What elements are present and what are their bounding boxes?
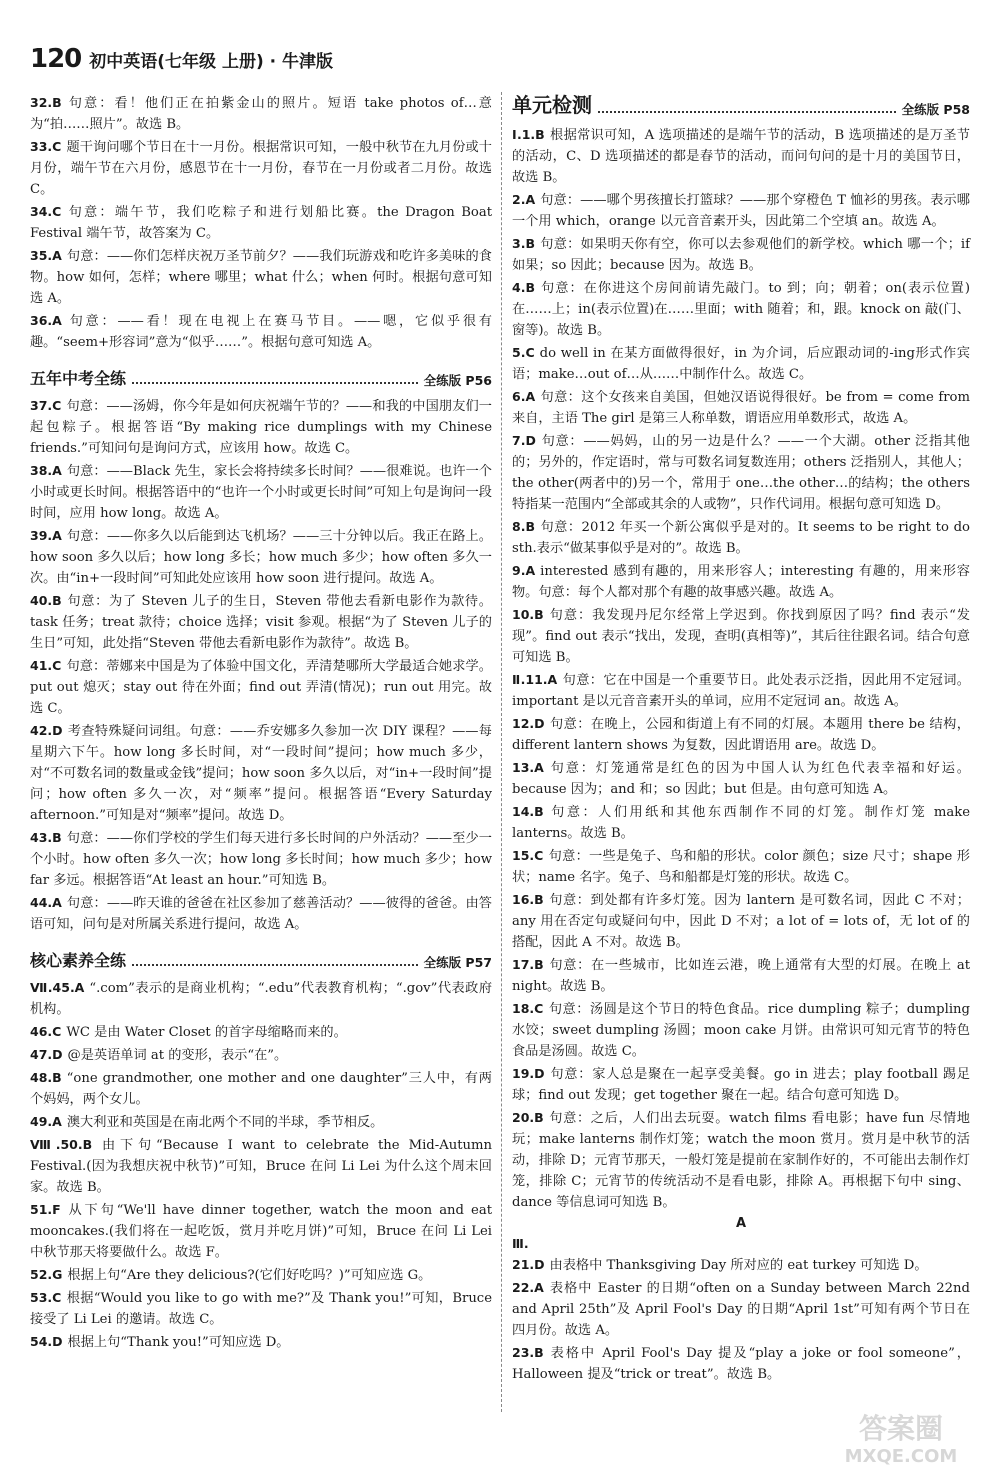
answer-number: 32.B — [30, 95, 62, 110]
answer-explanation: 句意：——你们怎样庆祝万圣节前夕？——我们玩游戏和吃许多美味的食物。how 如何，怎样；where 哪里；what 什么；when 何时。根据句意可知选 A。 — [30, 249, 492, 306]
answer-explanation: 句意：在你进这个房间前请先敲门。to 到；向；朝着；on(表示位置)在……上；in(表示位置)在……里面；with 随着；和，跟。knock on 敲(门、窗等)。故选 B。 — [512, 281, 970, 338]
answer-number: 13.A — [512, 760, 544, 775]
answer-number: 16.B — [512, 892, 544, 907]
answer-item — [30, 1287, 492, 1330]
answer-number: 42.D — [30, 723, 63, 738]
answer-explanation: 句意：——你多久以后能到达飞机场？——三十分钟以后。我正在路上。how soon 多久以后；how long 多长；how much 多少；how often 多久一次。由“in+一段时间”可知此处应该用 how soon 进行提问。故选 A。 — [30, 529, 492, 586]
answer-explanation: 句意：它在中国是一个重要节日。此处表示泛指，因此用不定冠词。important 是以元音音素开头的单词，应用不定冠词 an。故选 A。 — [512, 673, 970, 709]
answer-item — [512, 386, 970, 429]
answer-item — [512, 845, 970, 888]
answer-explanation: 澳大利亚和英国是在南北两个不同的半球，季节相反。 — [66, 1115, 384, 1130]
answer-explanation: 句意：人们用纸和其他东西制作不同的灯笼。制作灯笼 make lanterns。故选 B。 — [512, 805, 970, 841]
answer-list-left-1 — [30, 92, 492, 353]
answer-number: 18.C — [512, 1001, 544, 1016]
answer-number: 2.A — [512, 192, 536, 207]
answer-explanation: 句意：在晚上，公园和街道上有不同的灯展。本题用 there be 结构，different lantern shows 为复数，因此谓语用 are。故选 D。 — [512, 717, 970, 753]
answer-number: 14.B — [512, 804, 544, 819]
answer-number: 5.C — [512, 345, 535, 360]
watermark-text: 答案圈 — [858, 1412, 944, 1445]
answer-item — [512, 889, 970, 953]
answer-explanation: @是英语单词 at 的变形，表示“在”。 — [67, 1048, 288, 1063]
answer-item — [512, 757, 970, 800]
answer-explanation: 句意：——昨天谁的爸爸在社区参加了慈善活动？——彼得的爸爸。由答语可知，问句是对所属关系进行提问，故选 A。 — [30, 896, 492, 932]
answer-item — [512, 1254, 970, 1276]
answer-number: 8.B — [512, 519, 535, 534]
answer-explanation: 考查特殊疑问词组。句意：——乔安娜多久参加一次 DIY 课程？——每星期六下午。how long 多长时间，对“一段时间”提问；how much 多少，对“不可数名词的数量或金钱”提问；how soon 多久以后，对“in+一段时间”提问；how often 多久一次，对“频率”提问。根据答语“Every Saturday afternoon.”可知是对“频率”提问。故选 D。 — [30, 724, 492, 823]
answer-number: 15.C — [512, 848, 544, 863]
answer-list-left-2 — [30, 395, 492, 935]
section-header-zhongkao — [30, 363, 492, 389]
part-numeral: Ⅲ. — [512, 1236, 529, 1251]
answer-list-right-2 — [512, 1254, 970, 1385]
answer-explanation: 句意：看！他们正在拍紫金山的照片。短语 take photos of…意为“拍……照片”。故选 B。 — [30, 96, 492, 132]
answer-item — [30, 1199, 492, 1263]
answer-number: 39.A — [30, 528, 62, 543]
answer-explanation: do well in 在某方面做得很好，in 为介词，后应跟动词的-ing形式作宾语；make…out of…从……中制作什么。故选 C。 — [512, 346, 970, 382]
right-column — [512, 92, 970, 1386]
answer-number: 22.A — [512, 1280, 544, 1295]
part-letter: A — [735, 1216, 747, 1231]
answer-item — [30, 1044, 492, 1066]
answer-explanation: interested 感到有趣的，用来形容人；interesting 有趣的，用来形容物。句意：每个人都对那个有趣的故事感兴趣。故选 A。 — [512, 564, 970, 600]
answer-item — [512, 124, 970, 188]
section-header-hexin — [30, 945, 492, 971]
answer-item — [512, 713, 970, 756]
section-header-danyuan — [512, 92, 970, 118]
answer-number: 19.D — [512, 1066, 545, 1081]
answer-number: 7.D — [512, 433, 536, 448]
section-dots — [598, 111, 896, 113]
answer-number: 53.C — [30, 1290, 62, 1305]
answer-number: 9.A — [512, 563, 536, 578]
answer-number: 43.B — [30, 830, 62, 845]
answer-item — [30, 136, 492, 200]
answer-number: 6.A — [512, 389, 536, 404]
answer-explanation: 句意：灯笼通常是红色的因为中国人认为红色代表幸福和好运。because 因为；and 和；so 因此；but 但是。由句意可知选 A。 — [512, 761, 970, 797]
answer-item — [30, 590, 492, 654]
answer-number: 40.B — [30, 593, 62, 608]
answer-item — [512, 998, 970, 1062]
section-title: 五年中考全练 — [30, 369, 127, 388]
answer-item — [512, 277, 970, 341]
answer-item — [512, 342, 970, 385]
answer-item — [512, 560, 970, 603]
watermark-logo — [816, 1406, 986, 1470]
answer-number: 37.C — [30, 398, 62, 413]
answer-explanation: 句意：蒂娜来中国是为了体验中国文化，弄清楚哪所大学最适合她求学。put out 熄灭；stay out 待在外面；find out 弄清(情况)；run out 用完。故选 C。 — [30, 659, 492, 716]
answer-explanation: 从下句“We'll have dinner together, watch the moon and eat mooncakes.(我们将在一起吃饭，赏月并吃月饼)”可知，Bruce 在问 Li Lei 中秋节那天将要做什么。故选 F。 — [30, 1203, 492, 1260]
watermark-url: MXQE.COM — [844, 1446, 958, 1467]
answer-list-left-3 — [30, 977, 492, 1353]
answer-number: 47.D — [30, 1047, 63, 1062]
answer-item — [30, 892, 492, 935]
answer-explanation: 句意：——哪个男孩擅长打篮球？——那个穿橙色 T 恤衫的男孩。表示哪一个用 which，orange 以元音音素开头，因此第二个空填 an。故选 A。 — [512, 193, 970, 229]
answer-number: 44.A — [30, 895, 62, 910]
answer-number: Ⅱ.11.A — [512, 672, 558, 687]
answer-explanation: 根据常识可知，A 选项描述的是端午节的活动，B 选项描述的是万圣节的活动，C、D 选项描述的都是春节的活动，而问句问的是十月的美国节日，故选 B。 — [512, 128, 970, 185]
answer-item — [30, 720, 492, 826]
answer-explanation: 句意：之后，人们出去玩耍。watch films 看电影；have fun 尽情地玩；make lanterns 制作灯笼；watch the moon 赏月。赏月是中秋节的活动，排除 D；元宵节那天，一般灯笼是提前在家制作好的，不可能出去制作灯笼，排除 C；元宵节的传统活动不是看电影，排除 A。再根据下句中 sing、dance 等信息词可知选 B。 — [512, 1111, 970, 1210]
answer-item — [512, 604, 970, 668]
answer-number: 38.A — [30, 463, 62, 478]
section-reference: 全练版 P58 — [901, 102, 970, 117]
answer-explanation: 句意：——你们学校的学生们每天进行多长时间的户外活动？——至少一个小时。how often 多久一次；how long 多长时间；how much 多少；how far 多远。根据答语“At least an hour.”可知选 B。 — [30, 831, 492, 888]
answer-item — [512, 430, 970, 515]
answer-explanation: 句意：2012 年买一个新公寓似乎是对的。It seems to be right to do sth.表示“做某事似乎是对的”。故选 B。 — [512, 520, 970, 556]
answer-item — [30, 525, 492, 589]
answer-explanation: WC 是由 Water Closet 的首字母缩略而来的。 — [66, 1025, 347, 1040]
answer-item — [30, 460, 492, 524]
answer-item — [512, 233, 970, 276]
answer-explanation: 根据上句“Are they delicious?(它们好吃吗？)”可知应选 G。 — [67, 1268, 432, 1283]
answer-number: 33.C — [30, 139, 62, 154]
answer-explanation: 句意：汤圆是这个节日的特色食品。rice dumpling 粽子；dumpling 水饺；sweet dumpling 汤圆；moon cake 月饼。由常识可知元宵节的特色食品是汤圆。故选 C。 — [512, 1002, 970, 1059]
answer-explanation: 句意：家人总是聚在一起享受美餐。go in 进去；play football 踢足球；find out 发现；get together 聚在一起。结合句意可知选 D。 — [512, 1067, 970, 1103]
answer-item — [512, 801, 970, 844]
answer-explanation: 根据上句“Thank you!”可知应选 D。 — [67, 1335, 290, 1350]
answer-number: 21.D — [512, 1257, 545, 1272]
page-number: 120 — [30, 44, 82, 74]
section-dots — [132, 382, 418, 384]
section-dots — [132, 964, 418, 966]
column-divider — [501, 92, 502, 1412]
answer-explanation: 句意：一些是兔子、鸟和船的形状。color 颜色；size 尺寸；shape 形状；name 名字。兔子、鸟和船都是灯笼的形状。故选 C。 — [512, 849, 970, 885]
answer-explanation: 句意：在一些城市，比如连云港，晚上通常有大型的灯展。在晚上 at night。故选 B。 — [512, 958, 970, 994]
answer-number: 51.F — [30, 1202, 61, 1217]
answer-item — [30, 827, 492, 891]
answer-number: 10.B — [512, 607, 544, 622]
section-title: 核心素养全练 — [30, 951, 127, 970]
answer-item — [30, 395, 492, 459]
answer-number: 20.B — [512, 1110, 544, 1125]
answer-number: Ⅷ.50.B — [30, 1137, 93, 1152]
answer-explanation: 根据“Would you like to go with me?”及 Thank you!”可知，Bruce 接受了 Li Lei 的邀请。故选 C。 — [30, 1291, 492, 1327]
answer-explanation: 句意：——Black 先生，家长会将持续多长时间？——很难说。也许一个小时或更长时间。根据答语中的“也许一个小时或更长时间”可知上句是询问一段时间，应用 how long。故选 A。 — [30, 464, 492, 521]
answer-explanation: 句意：我发现丹尼尔经常上学迟到。你找到原因了吗？find 表示“发现”。find out 表示“找出，发现，查明(真相等)”，其后往往跟名词。结合句意可知选 B。 — [512, 608, 970, 665]
answer-item — [30, 1111, 492, 1133]
answer-explanation: “.com”表示的是商业机构；“.edu”代表教育机构；“.gov”代表政府机构。 — [30, 981, 493, 1017]
section-title: 单元检测 — [512, 93, 592, 117]
answer-explanation: 句意：这个女孩来自美国，但她汉语说得很好。be from = come from 来自，主语 The girl 是第三人称单数，谓语应用单数形式，故选 A。 — [512, 390, 970, 426]
answer-number: 48.B — [30, 1070, 62, 1085]
answer-item — [512, 1277, 970, 1341]
book-title: 初中英语(七年级 上册) · 牛津版 — [89, 52, 334, 72]
answer-number: 17.B — [512, 957, 544, 972]
page-header — [30, 44, 333, 80]
answer-list-right-1 — [512, 124, 970, 1213]
answer-item — [30, 310, 492, 353]
answer-item — [30, 977, 492, 1020]
answer-explanation: 句意：为了 Steven 儿子的生日，Steven 带他去看新电影作为款待。task 任务；treat 款待；choice 选择；visit 参观。根据“为了 Steven 儿子的生日”可知，此处指“Steven 带他去看新电影作为款待”。故选 B。 — [30, 594, 492, 651]
answer-item — [30, 655, 492, 719]
answer-number: 46.C — [30, 1024, 62, 1039]
answer-item — [30, 1134, 492, 1198]
answer-explanation: 句意：如果明天你有空，你可以去参观他们的新学校。which 哪一个；if 如果；so 因此；because 因为。故选 B。 — [512, 237, 970, 273]
answer-explanation: 句意：——汤姆，你今年是如何庆祝端午节的？——和我的中国朋友们一起包粽子。根据答语“By making rice dumplings with my Chinese friends.”可知问句是询问方式，应该用 how。故选 C。 — [30, 399, 492, 456]
answer-item — [30, 245, 492, 309]
answer-explanation: 题干询问哪个节日在十一月份。根据常识可知，一般中秋节在九月份或十月份，端午节在六月份，感恩节在十一月份，春节在一月份或者二月份。故选 C。 — [30, 140, 492, 197]
answer-item — [512, 189, 970, 232]
answer-number: 35.A — [30, 248, 62, 263]
answer-number: 3.B — [512, 236, 535, 251]
answer-item — [512, 516, 970, 559]
answer-item — [512, 1107, 970, 1213]
answer-item — [512, 669, 970, 712]
answer-number: 54.D — [30, 1334, 63, 1349]
answer-explanation: “one grandmother, one mother and one daughter”三人中，有两个妈妈，两个女儿。 — [30, 1071, 492, 1107]
answer-item — [30, 1021, 492, 1043]
section-reference: 全练版 P57 — [423, 955, 492, 970]
answer-explanation: 句意：——妈妈，山的另一边是什么？——一个大湖。other 泛指其他的；另外的，作定语时，常与可数名词复数连用；others 泛指别人，其他人；the other(两者中的)另一个，常用于 one…the other…的结构；the others 特指某一范围内“全部或其余的人或物”，只作代词用。根据句意可知选 D。 — [512, 434, 970, 512]
answer-number: 34.C — [30, 204, 62, 219]
answer-explanation: 句意：到处都有许多灯笼。因为 lantern 是可数名词，因此 C 不对；any 用在否定句或疑问句中，因此 D 不对；a lot of = lots of，无 lot of 的搭配，因此 A 不对。故选 B。 — [512, 893, 970, 950]
answer-number: 41.C — [30, 658, 62, 673]
answer-number: 49.A — [30, 1114, 62, 1129]
answer-explanation: 句意：——看！现在电视上在赛马节目。——嗯，它似乎很有趣。“seem+形容词”意为“似乎……”。根据句意可知选 A。 — [30, 314, 492, 350]
answer-explanation: 表格中 April Fool's Day 提及“play a joke or fool someone”，Halloween 提及“trick or treat”。故选 B。 — [512, 1346, 970, 1382]
left-column — [30, 92, 492, 1354]
answer-item — [30, 1067, 492, 1110]
answer-item — [512, 954, 970, 997]
answer-explanation: 表格中 Easter 的日期“often on a Sunday between March 22nd and April 25th”及 April Fool's Day 的日期“April 1st”可知有两个节日在四月份。故选 A。 — [512, 1281, 970, 1338]
answer-number: 12.D — [512, 716, 545, 731]
answer-number: 36.A — [30, 313, 62, 328]
answer-number: 23.B — [512, 1345, 544, 1360]
answer-number: 4.B — [512, 280, 535, 295]
answer-number: Ⅰ.1.B — [512, 127, 545, 142]
answer-item — [30, 201, 492, 244]
answer-item — [30, 1331, 492, 1353]
answer-item — [512, 1063, 970, 1106]
answer-item — [512, 1342, 970, 1385]
answer-item — [30, 1264, 492, 1286]
answer-explanation: 句意：端午节，我们吃粽子和进行划船比赛。the Dragon Boat Festival 端午节，故答案为 C。 — [30, 205, 492, 241]
answer-item — [30, 92, 492, 135]
answer-explanation: 由表格中 Thanksgiving Day 所对应的 eat turkey 可知选 D。 — [549, 1258, 928, 1273]
answer-explanation: 由下句“Because I want to celebrate the Mid-Autumn Festival.(因为我想庆祝中秋节)”可知，Bruce 在问 Li Lei 为什么这个周末回家。故选 B。 — [30, 1138, 492, 1195]
answer-number: 52.G — [30, 1267, 63, 1282]
section-reference: 全练版 P56 — [423, 373, 492, 388]
answer-number: Ⅶ.45.A — [30, 980, 85, 995]
